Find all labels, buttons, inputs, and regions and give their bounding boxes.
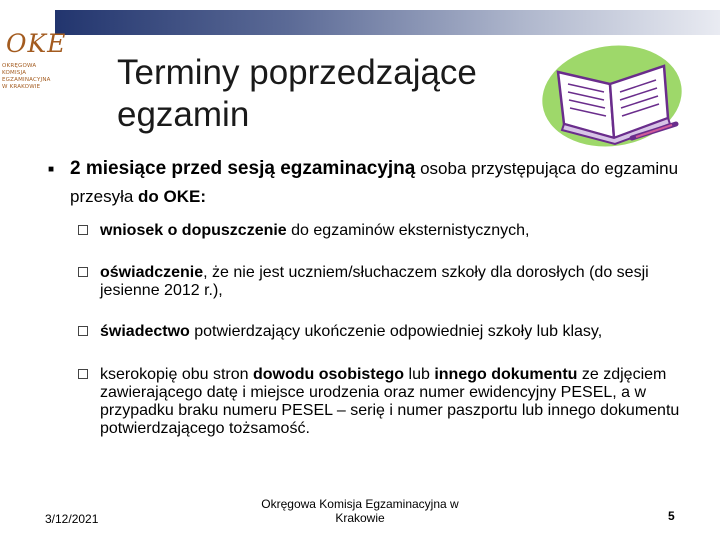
footer-org-line: Okręgowa Komisja Egzaminacyjna w xyxy=(261,497,459,511)
logo-line: OKRĘGOWA xyxy=(2,63,37,69)
item-part: świadectwo xyxy=(100,323,190,340)
main-bullet: ■ xyxy=(48,164,55,175)
list-item-text xyxy=(100,366,690,438)
main-lead: 2 miesiące przed sesją egzaminacyjną xyxy=(70,158,416,179)
footer-org-line: Krakowie xyxy=(335,511,385,525)
item-part: do egzaminów eksternistycznych, xyxy=(286,222,530,239)
item-part: oświadczenie xyxy=(100,264,204,281)
open-book-icon xyxy=(540,42,685,152)
main-paragraph xyxy=(70,155,690,211)
header-gradient-bar xyxy=(55,10,720,35)
item-part: innego dokumentu xyxy=(434,366,578,383)
main-text: osoba przystępująca do egzaminu przesyła xyxy=(70,159,679,206)
logo-line: KOMISJA xyxy=(2,70,27,76)
list-item-text xyxy=(100,264,690,300)
slide-title xyxy=(117,52,517,136)
logo-mark: OKE xyxy=(6,29,67,58)
logo-line: EGZAMINACYJNA xyxy=(2,77,51,83)
item-part: wniosek o dopuszczenie xyxy=(100,222,287,239)
logo-text xyxy=(2,63,58,91)
item-part: kserokopię obu stron xyxy=(100,366,253,383)
checkbox-bullet-icon xyxy=(78,225,88,235)
item-part: , że nie jest uczniem/słuchaczem szkoły dla dorosłych (do sesji jesienne 2012 r.), xyxy=(100,264,649,299)
checkbox-bullet-icon xyxy=(78,326,88,336)
item-part: dowodu osobistego xyxy=(252,366,405,383)
title-line-1: Terminy poprzedzające xyxy=(117,53,477,92)
logo-line: W KRAKOWIE xyxy=(2,84,41,90)
item-part: potwierdzający ukończenie odpowiedniej szkoły lub klasy, xyxy=(189,323,603,340)
oke-logo xyxy=(2,25,67,95)
item-part: ze zdjęciem zawierającego datę i miejsce urodzenia oraz numer ewidencyjny PESEL, a w przypadku braku numeru PESEL – serię i numer paszportu lub innego dokumentu potwierdzającego tożsamość. xyxy=(100,366,680,437)
list-item-text xyxy=(100,222,690,240)
page-number: 5 xyxy=(668,509,675,523)
footer-organization xyxy=(250,497,470,525)
main-bold-end: do OKE: xyxy=(138,187,207,206)
list-item-text xyxy=(100,323,690,341)
item-part: lub xyxy=(404,366,435,383)
checkbox-bullet-icon xyxy=(78,369,88,379)
checkbox-bullet-icon xyxy=(78,267,88,277)
title-line-2: egzamin xyxy=(117,95,250,134)
footer-date: 3/12/2021 xyxy=(45,512,99,526)
